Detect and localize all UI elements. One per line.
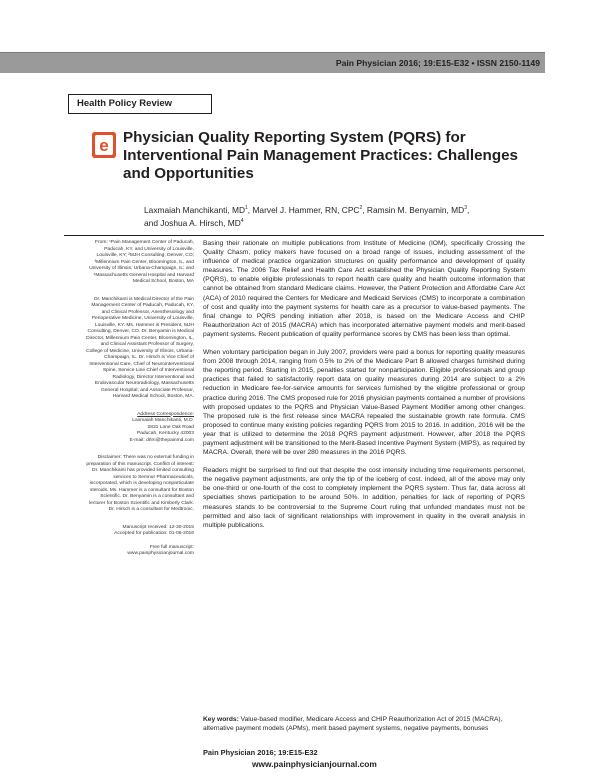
email[interactable]: E-mail: drlm@thepainmd.com xyxy=(129,437,194,443)
section-label: Health Policy Review xyxy=(68,94,212,114)
correspondence: Address Correspondence: Laxmaiah Manchikanti, M.D. 2831 Lone Oak Road Paducah, Kentucky 42003 E-mail: drlm@thepainmd.com xyxy=(129,411,194,443)
divider xyxy=(64,235,544,236)
author-list xyxy=(144,203,524,229)
disclaimer: Disclaimer: There was no external funding in preparation of this manuscript. Conflict of interest: Dr. Manchikanti has provided limited consulting services to Semnur Pharmaceuticals, incorporated, which is developing nonparticulate steroids. Ms. Hammer is a consultant for Boston Scientific. Dr. Benyamin is a consultant and lecturer for Boston Scientific and Kimberly Clark. Dr. Hirsch is a consultant for Medtronic. xyxy=(86,455,194,512)
journal-url[interactable]: www.painphysicianjournal.com xyxy=(252,759,377,769)
e-publication-icon xyxy=(92,132,116,158)
affiliations: From: ¹Pain Management Center of Paducah, Paducah, KY, and University of Louisville, Louisville, KY; ²MJH Consulting, Denver, CO; ³Millennium Pain Center, Bloomington, IL, and University of Illinois, Urbana-Champaign, IL; and ⁴Massachusetts General Hospital and Harvard Medical School, Boston, MA xyxy=(89,240,194,284)
abstract-body xyxy=(203,239,525,539)
author-2: Marvel J. Hammer, RN, CPC$^2$, xyxy=(252,204,367,215)
author-1: Laxmaiah Manchikanti, $MD^1$, xyxy=(144,204,253,215)
sidebar-notes xyxy=(86,240,194,565)
author-3: Ramsin M. Benyamin, $MD^3$, xyxy=(366,204,470,215)
svg-text:e: e xyxy=(99,136,109,155)
author-4: and Joshua A. Hirsch, $MD^4$ xyxy=(144,217,244,228)
manuscript-dates: Manuscript received: 12-30-2015 Accepted for publication: 01-06-2016 xyxy=(114,524,194,536)
paragraph-1: Basing their rationale on multiple publications from Institute of Medicine (IOM), specifically Crossing the Quality Chasm, policy makers have focused on a broad range of issues, including assessment of the influence of medical practice organization structures on quality performance and development of quality measures. The 2006 Tax Relief and Health Care Act established the Physician Quality Reporting System (PQRS), to enable eligible professionals to report health care quality and health outcome information that cannot be obtained from standard Medicare claims. However, the Patient Protection and Affordable Care Act (ACA) of 2010 required the Centers for Medicare and Medicaid Services (CMS) to incorporate a combination of cost and quality into the payment systems for health care as a precursor to value-based payments. The final change to PQRS pending initiation after 2018, is based on the Medicare Access and CHIP Reauthorization Act of 2015 (MACRA) which has incorporated alternative payment models and merit-based payment systems. Recent publication of quality performance scores by CMS has been less than optimal. xyxy=(203,240,525,338)
free-manuscript: Free full manuscript: www.painphysicianjournal.com xyxy=(127,544,194,556)
paragraph-3: Readers might be surprised to find out that despite the cost intensity including time requirements personnel, the negative payment adjustments, are only the tip of the iceberg of cost. Indeed, all of the above may only be one-third or one-fourth of the cost to completely implement the PQRS system. Thus far, data across all specialties shows participation to be around 50%. In addition, penalties for lack of reporting of PQRS measures stands to be controversial to the Supreme Court ruling that unfunded mandates must not be permitted and also lack of significant relationships with improvement in quality in the overall analysis in multiple publications. xyxy=(203,467,525,529)
journal-citation-header: Pain Physician 2016; 19:E15-E32 • ISSN 2150-1149 xyxy=(335,58,540,68)
paragraph-2: When voluntary participation began in July 2007, providers were paid a bonus for reporting quality measures from 2008 through 2014, ranging from 0.5% to 2% of the Medicare Part B allowed charges furnished during the reporting period. Starting in 2015, penalties started for nonparticipation. Eligible professionals and group practices that failed to satisfactorily report data on quality measures during 2014 are subject to a 2% reduction in Medicare fee-for-service amounts for services furnished by the eligible professional or group practice during 2016. The CMS proposed rule for 2016 physician payments contained a number of provisions with proposed updates to the PQRS and Physician Value-Based Payment Modifier among other changes. The proposed rule is the first release since MACRA repealed the sustainable growth rate formula. CMS proposed to continue many existing policies regarding PQRS from 2015 to 2016. In addition, 2016 will be the year that is utilized to determine the 2018 PQRS payment adjustment. However, after 2018 the PQRS payment adjustment will be transitioned to the Merit-Based Incentive Payment System (MIPS), as required by MACRA. Overall, there will be over 280 measures in the 2016 PQRS. xyxy=(203,349,525,457)
keywords: Key words: Value-based modifier, Medicare Access and CHIP Reauthorization Act of 2015 (MACRA), alternative payment models (APMs), merit based payment systems, negative payments, bonuses xyxy=(203,716,503,733)
author-bios: Dr. Manchikanti is Medical Director of the Pain Management Center of Paducah, Paducah, KY, and Clinical Professor, Anesthesiology and Perioperative Medicine, University of Louisville, Louisville, KY. Ms. Hammer is President, MJH Consulting, Denver, CO. Dr. Benyamin is Medical Director, Millennium Pain Center, Bloomington, IL, and Clinical Assistant Professor of Surgery, College of Medicine, University of Illinois, Urbana-Champaign, IL. Dr. Hirsch is Vice Chief of Interventional Care, Chief of Neurointerventional Spine, Service Line Chief of Interventional Radiology, Director Interventional and Endovascular Neuroradiology, Massachusetts General Hospital; and Associate Professor, Harvard Medical School, Boston, MA. xyxy=(86,296,194,399)
free-manuscript-link[interactable]: www.painphysicianjournal.com xyxy=(127,551,194,556)
article-citation: Pain Physician 2016; 19:E15-E32 xyxy=(203,748,318,757)
article-title: Physician Quality Reporting System (PQRS) for Interventional Pain Management Practices: Challenges and Opportunities xyxy=(123,129,518,182)
